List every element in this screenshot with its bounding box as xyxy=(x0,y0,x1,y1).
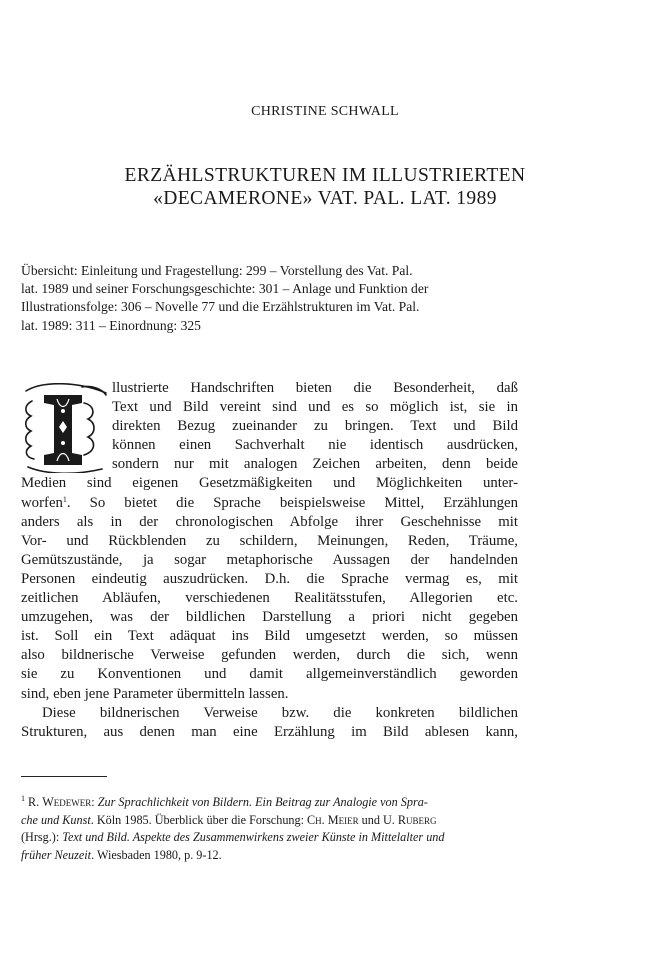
overview-line: lat. 1989: 311 – Einordnung: 325 xyxy=(21,317,201,333)
footnote-line xyxy=(21,829,521,847)
footnote-text: . Köln 1985. Überblick über die Forschung: xyxy=(90,812,308,827)
body-line: Text und Bild vereint sind und es so möglich ist, sie in xyxy=(112,399,518,416)
footnote-editor: Ch. Meier xyxy=(307,812,359,827)
footnote-author: Wedewer xyxy=(42,795,92,809)
footnote-title: Zur Sprachlichkeit von Bildern. Ein Beitrag zur Analogie von Spra- xyxy=(97,795,428,809)
article-title xyxy=(0,164,650,210)
body-line-with-footnote xyxy=(21,494,518,513)
footnote-title: früher Neuzeit xyxy=(21,847,92,862)
footnote-line xyxy=(21,812,521,830)
overview-line: lat. 1989 und seiner Forschungsgeschichte: 301 – Anlage und Funktion der xyxy=(21,281,429,297)
body-line: Medien sind eigenen Gesetzmäßigkeiten und Möglichkeiten unter- xyxy=(21,475,518,492)
body-text-run: worfen xyxy=(21,494,63,511)
body-line: Diese bildnerischen Verweise bzw. die konkreten bildlichen xyxy=(42,704,518,721)
body-line: zeitlichen Abläufen, verschiedenen Realitätsstufen, Allegorien etc. xyxy=(21,590,518,607)
footnote-text: R. xyxy=(25,795,43,809)
footnote-text: (Hrsg.): xyxy=(21,830,63,845)
footnote-editor: U. Ruberg xyxy=(382,812,437,827)
footnote-mark: 1 xyxy=(21,794,25,803)
body-line: können einen Sachverhalt nie identisch ausdrücken, xyxy=(112,437,518,454)
body-line: anders als in der chronologischen Abfolge ihrer Geschehnisse mit xyxy=(21,513,518,530)
body-line: llustrierte Handschriften bieten die Besonderheit, daß xyxy=(112,380,518,396)
author-name: CHRISTINE SCHWALL xyxy=(251,104,399,119)
footnote-line xyxy=(21,847,521,865)
body-line: Strukturen, aus denen man eine Erzählung im Bild ablesen kann, xyxy=(21,723,518,740)
body-line: umzugehen, was der bildlichen Darstellung a priori nicht gegeben xyxy=(21,609,518,626)
body-line: sind, eben jene Parameter übermitteln lassen. xyxy=(21,685,289,702)
body-line: direkten Bezug zueinander zu bringen. Text und Bild xyxy=(112,418,518,435)
body-line: sondern nur mit analogen Zeichen arbeiten, denn beide xyxy=(112,456,518,473)
title-line-2: «DECAMERONE» VAT. PAL. LAT. 1989 xyxy=(153,188,497,209)
body-line: Gemütszustände, ja sogar metaphorische Aussagen der handelnden xyxy=(21,551,518,568)
body-line: Vor- und Rückblenden zu schildern, Meinungen, Reden, Träume, xyxy=(21,532,518,549)
title-line-1: ERZÄHLSTRUKTUREN IM ILLUSTRIERTEN xyxy=(124,165,526,186)
footnote-title: Text und Bild. Aspekte des Zusammenwirkens zweier Künste in Mittelalter und xyxy=(62,830,445,845)
body-line: sie zu Konventionen und damit allgemeinverständlich geworden xyxy=(21,666,518,683)
footnote-text: . Wiesbaden 1980, p. 9-12. xyxy=(91,847,222,862)
body-text-run: . So bietet die Sprache beispielsweise Mittel, Erzählungen xyxy=(66,494,518,511)
body-line: Personen eindeutig auszudrücken. D.h. die Sprache vermag es, mit xyxy=(21,570,518,587)
footnote-line xyxy=(21,794,521,812)
overview-line: Übersicht: Einleitung und Fragestellung: 299 – Vorstellung des Vat. Pal. xyxy=(21,263,413,278)
body-line: ist. Soll ein Text adäquat ins Bild umgesetzt werden, so müssen xyxy=(21,628,518,645)
footnote-reference: 1 xyxy=(62,494,67,504)
body-text xyxy=(21,379,518,742)
footnote-title: che und Kunst xyxy=(21,812,91,827)
footnote-text: : xyxy=(91,795,98,809)
body-line: also bildnerische Verweise gefunden werden, durch die sich, wenn xyxy=(21,647,518,664)
footnote-separator xyxy=(21,776,107,777)
overview-block xyxy=(21,262,531,335)
footnote-text: und xyxy=(358,812,383,827)
overview-line: Illustrationsfolge: 306 – Novelle 77 und die Erzählstrukturen im Vat. Pal. xyxy=(21,299,420,315)
footnote xyxy=(21,794,521,864)
